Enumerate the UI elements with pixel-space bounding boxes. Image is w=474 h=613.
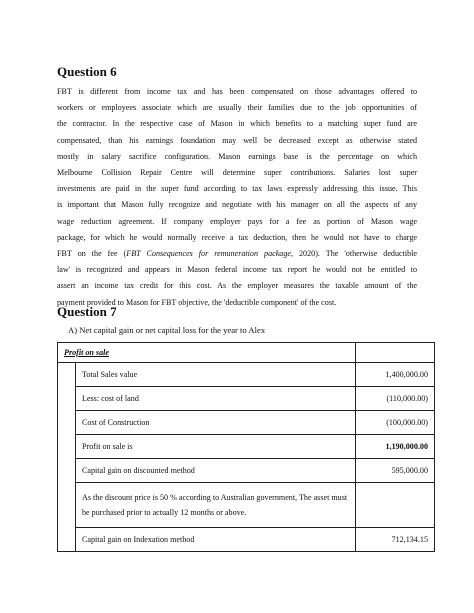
table-row bbox=[58, 387, 435, 411]
question-6-heading: Question 6 bbox=[57, 64, 117, 79]
profit-table bbox=[57, 342, 435, 552]
row-amount: (100,000.00) bbox=[356, 411, 435, 435]
paragraph-line: wage reduction agreement. If company employer pays for a fee as portion of Mason wage bbox=[57, 216, 417, 226]
paragraph-line: payment provided to Mason for FBT objective, the 'deductible component' of the cost. bbox=[57, 297, 337, 307]
table-row bbox=[58, 435, 435, 459]
paragraph-line: mostly in salary sacrifice configuration. Mason earnings base is the percentage on which bbox=[57, 151, 417, 161]
row-label: Less: cost of land bbox=[76, 387, 356, 411]
row-amount-total: 1,190,000.00 bbox=[356, 435, 435, 459]
paragraph-line: workers or employees associate which are usually their families due to the job opportunities of bbox=[57, 103, 417, 113]
table-row bbox=[58, 411, 435, 435]
paragraph-line: assert an income tax credit for this cost. As the employer measures the taxable amount of the bbox=[57, 281, 417, 291]
table-row bbox=[58, 528, 435, 552]
row-label: Capital gain on Indexation method bbox=[76, 528, 356, 552]
table-row bbox=[58, 459, 435, 483]
paragraph-line: Melbourne Collision Repair Centre will determine super contributions. Salaries lost super bbox=[57, 168, 417, 178]
row-amount: 712,134.15 bbox=[356, 528, 435, 552]
paragraph-line: FBT on the fee (FBT Consequences for remuneration package, 2020). The 'otherwise deductible bbox=[57, 249, 417, 259]
table-row bbox=[58, 483, 435, 528]
paragraph-line: law' is recognized and appears in Mason federal income tax report he would not be entitled to bbox=[57, 265, 417, 275]
paragraph-line: is important that Mason fully recognize and negotiate with his manager on all the aspects of any bbox=[57, 200, 417, 210]
table-row bbox=[58, 363, 435, 387]
paragraph-line: investments are paid in the super fund according to tax laws expressly addressing this issue. This bbox=[57, 184, 417, 194]
row-amount: 595,000.00 bbox=[356, 459, 435, 483]
row-label: Profit on sale is bbox=[76, 435, 356, 459]
row-amount bbox=[356, 483, 435, 528]
row-label: Cost of Construction bbox=[76, 411, 356, 435]
question-7-heading: Question 7 bbox=[57, 304, 117, 319]
table-title-row bbox=[58, 343, 435, 363]
question-7-item-a: A) Net capital gain or net capital loss for the year to Alex bbox=[68, 325, 266, 335]
table-title: Profit on sale bbox=[58, 343, 356, 363]
row-note: As the discount price is 50 % according to Australian government, The asset must be purchased prior to actually 12 months or above. bbox=[76, 483, 356, 528]
row-amount: 1,400,000.00 bbox=[356, 363, 435, 387]
row-label: Capital gain on discounted method bbox=[76, 459, 356, 483]
paragraph-line: the contractor. In the respective case of Mason in which benefits to a matching super fund are bbox=[57, 119, 417, 129]
citation-title: FBT Consequences for remuneration package bbox=[126, 249, 291, 259]
paragraph-line: FBT is different from income tax and has been compensated on those advantages offered to bbox=[57, 87, 417, 96]
row-amount: (110,000.00) bbox=[356, 387, 435, 411]
table-cell-empty bbox=[356, 343, 435, 363]
row-label: Total Sales value bbox=[76, 363, 356, 387]
question-6-paragraph bbox=[57, 84, 417, 311]
paragraph-line: compensated, than his earnings foundation may well be decreased except as otherwise stated bbox=[57, 135, 417, 145]
paragraph-line: package, for which he would normally receive a tax deduction, then he would not have to charge bbox=[57, 232, 417, 242]
